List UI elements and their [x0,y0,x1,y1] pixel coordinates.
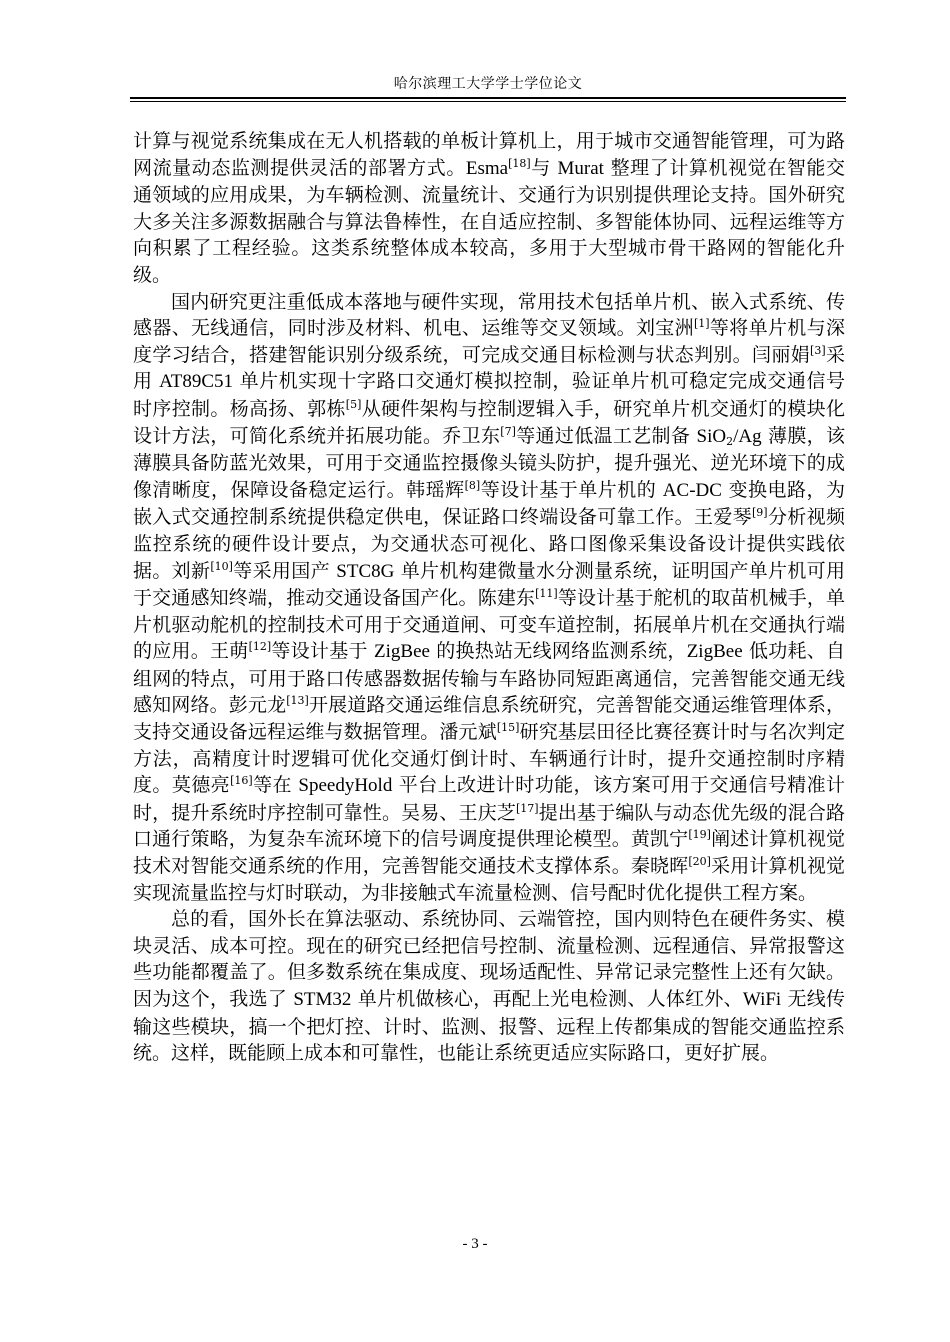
text-run: 研究基层田径比赛径赛计时与名次判定方法，高精度计时逻辑可优化交通灯倒计时、车辆通行计时，提升交通控制时序精度。莫德亮 [133,721,845,797]
latin-term: ZigBee [686,641,743,663]
latin-term: SpeedyHold [298,775,393,797]
running-header: 哈尔滨理工大学学士学位论文 [393,76,583,92]
text-run: 变换电路，为嵌入式交通控制系统提供稳定供电，保证路口终端设备可靠工作。王爱琴 [133,478,845,529]
citation-ref: [1] [693,317,710,331]
text-run: 国内研究更注重低成本落地与硬件实现，常用技术包括单片机、嵌入式系统、传感器、无线通信，同时涉及材料、机电、运维等交叉领域。刘宝洲 [133,290,845,340]
latin-term: SiO [696,425,727,447]
text-run: 等在 [252,774,299,797]
text-run: 分析视频监控系统的硬件设计要点，为交通状态可视化、路口图像采集设备设计提供实践依据。刘新 [133,506,845,582]
text-run: 等设计基于单片机的 [480,478,663,501]
paragraph [133,289,845,907]
citation-ref: [10] [210,559,233,573]
citation-ref: [12] [248,640,272,654]
body-text [133,128,845,1067]
latin-term: /Ag [733,425,762,447]
text-run: 阐述计算机视觉技术对智能交通系统的作用，完善智能交通技术支撑体系。秦晓晖 [133,828,845,878]
text-run: 单片机做核心，再配上光电检测、人体红外、 [351,988,743,1010]
text-run: 开展道路交通运维信息系统研究，完善智能交通运维管理体系，支持交通设备远程运维与数据管理。潘元斌 [133,694,845,744]
text-run: 单片机实现十字路口交通灯模拟控制，验证单片机可稳定完成交通信号时序控制。杨高扬、郭栋 [133,370,845,420]
citation-ref: [11] [535,587,558,601]
text-run: 无线传输这些模块，搞一个把灯控、计时、监测、报警、远程上传都集成的智能交通监控系统。这样，既能顾上成本和可靠性，也能让系统更适应实际路口，更好扩展。 [133,988,845,1065]
text-run: 等设计基于 [271,640,375,663]
citation-ref: [15] [496,721,520,735]
text-run: 总的看，国外长在算法驱动、系统协同、云端管控，国内则特色在硬件务实、模块灵活、成本可控。现在的研究已经把信号控制、流量检测、远程通信、异常报警这些功能都覆盖了。但多数系统在集成度、现场适配性、异常记录完整性上还有欠缺。因为这个，我选了 [133,908,845,1010]
citation-ref: [18] [508,156,531,170]
citation-ref: [19] [688,828,711,842]
latin-term: STM32 [293,989,352,1010]
citation-ref: [13] [286,694,309,708]
citation-ref: [3] [810,343,826,357]
text-run: 薄膜，该薄膜具备防蓝光效果，可用于交通监控摄像头镜头防护，提升强光、逆光环境下的成像清晰度，保障设备稳定运行。韩瑶辉 [133,424,845,501]
latin-term: ZigBee [374,641,430,663]
header-rule-thick [130,97,846,99]
text-run: 等设计基于舵机的取苗机械手，单片机驱动舵机的控制技术可用于交通道闸、可变车道控制，拓展单片机在交通执行端的应用。王萌 [133,587,845,663]
text-run: 平台上改进计时功能，该方案可用于交通信号精准计时，提升系统时序控制可靠性。吴易、王庆芝 [133,774,845,824]
latin-term: Esma [465,157,509,179]
text-run: 计算与视觉系统集成在无人机搭载的单板计算机上，用于城市交通智能管理，可为路网流量动态监测提供灵活的部署方式。 [133,130,845,179]
header-rule-thin [130,101,846,102]
citation-ref: [5] [345,397,362,411]
text-run: 的换热站无线网络监测系统， [429,640,687,663]
citation-ref: [20] [688,855,711,869]
text-run: 采用 [133,343,845,393]
latin-term: Murat [557,157,604,179]
paragraph [133,906,845,1067]
text-run: 与 [530,156,558,179]
text-run: 从硬件架构与控制逻辑入手，研究单片机交通灯的模块化设计方法，可简化系统并拓展功能。乔卫东 [133,397,845,447]
citation-ref: [8] [464,478,481,492]
latin-term: AC-DC [662,479,722,501]
text-run: 等通过低温工艺制备 [515,424,697,447]
subscript: 2 [726,434,734,448]
citation-ref: [9] [752,506,768,520]
latin-term: AT89C51 [159,371,234,393]
text-run: 采用计算机视觉实现流量监控与灯时联动，为非接触式车流量检测、信号配时优化提供工程方案。 [133,855,845,904]
latin-term: STC8G [336,560,395,582]
text-run: 提出基于编队与动态优先级的混合路口通行策略，为复杂车流环境下的信号调度提供理论模型。黄凯宁 [133,801,845,851]
text-run: 等采用国产 [232,559,337,582]
text-run: 等将单片机与深度学习结合，搭建智能识别分级系统，可完成交通目标检测与状态判别。闫丽娟 [133,317,845,366]
text-run: 单片机构建微量水分测量系统，证明国产单片机可用于交通感知终端，推动交通设备国产化。陈建东 [133,559,845,610]
paragraph [133,128,845,289]
text-run: 低功耗、自组网的特点，可用于路口传感器数据传输与车路协同短距离通信，完善智能交通无线感知网络。彭元龙 [133,640,845,717]
page-number: - 3 - [462,1236,488,1252]
text-run: 整理了计算机视觉在智能交通领域的应用成果，为车辆检测、流量统计、交通行为识别提供理论支持。国外研究大多关注多源数据融合与算法鲁棒性，在自适应控制、多智能体协同、远程运维等方向积累了工程经验。这类系统整体成本较高，多用于大型城市骨干路网的智能化升级。 [133,156,845,286]
latin-term: WiFi [742,989,782,1010]
citation-ref: [17] [516,801,539,815]
citation-ref: [7] [500,424,516,438]
citation-ref: [16] [230,774,253,788]
